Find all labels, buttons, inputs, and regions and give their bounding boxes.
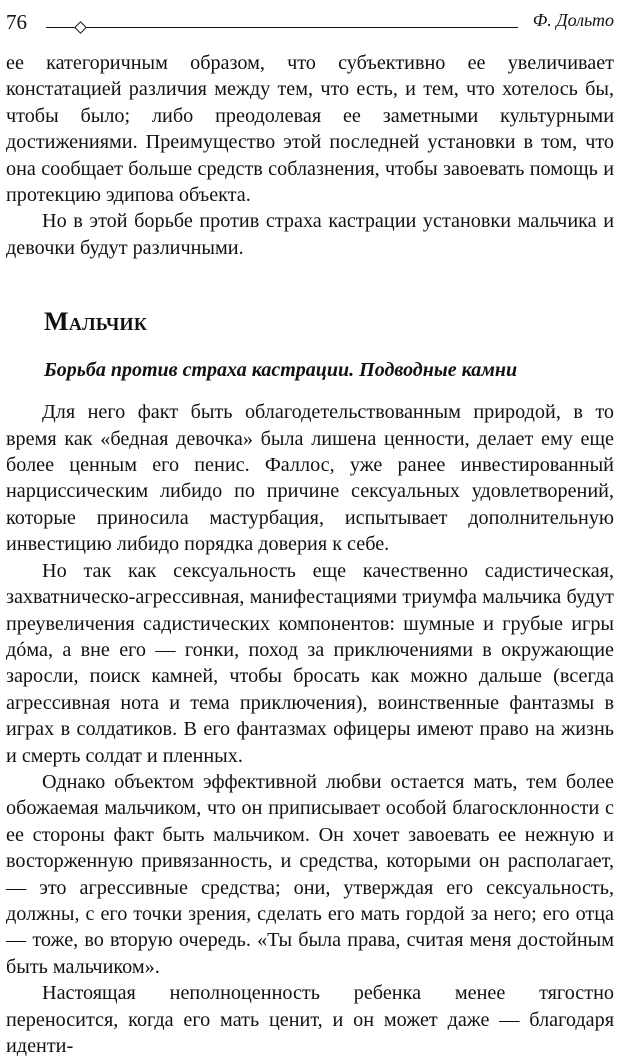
body-paragraph: Для него факт быть облагодетельствованным природой, в то время как «бедная девочка» была лишена ценности, делает ему еще более ценным его пенис. Фаллос, уже ранее инвестированный нарциссическим либидо по причине сексуальных удовлетворений, которые приносила мастурбация, испытывает дополнительную инвестицию либидо порядка доверия к себе. — [6, 401, 614, 556]
section-subheading: Борьба против страха кастрации. Подводные камни — [44, 359, 518, 382]
page-header — [6, 6, 614, 38]
header-rule — [46, 27, 518, 28]
page-number: 76 — [6, 10, 27, 34]
section-heading: Мальчик — [44, 307, 148, 337]
body-paragraph: Настоящая неполноценность ребенка менее тягостно переносится, когда его мать ценит, и он может даже — благодаря иденти- — [6, 982, 614, 1057]
running-head: Ф. Дольто — [532, 10, 614, 30]
page-body — [6, 50, 614, 1059]
body-paragraph: ее категоричным образом, что субъективно ее увеличивает констатацией различия между тем, что есть, и тем, что хотелось бы, чтобы было; либо преодолевая ее заметными культурными достижениями. Преимущество этой последней установки в том, что она сообщает больше средств соблазнения, чтобы завоевать помощь и протекцию эдипова объекта. — [6, 52, 614, 207]
diamond-ornament-icon — [74, 21, 87, 34]
body-paragraph: Но так как сексуальность еще качественно садистическая, захватническо-агрессивная, манифестациями триумфа мальчика будут преувеличения садистических компонентов: шумные и грубые игры дóма, а вне его — гонки, поход за приключениями в окружающие заросли, поиск камней, чтобы бросать как можно дальше (всегда агрессивная нота и тема приключения), воинственные фантазмы в играх в солдатиков. В его фантазмах офицеры имеют право на жизнь и смерть солдат и пленных. — [6, 559, 614, 767]
body-paragraph: Но в этой борьбе против страха кастрации установки мальчика и девочки будут различными. — [6, 210, 614, 259]
body-paragraph: Однако объектом эффективной любви остается мать, тем более обожаемая мальчиком, что он приписывает особой благосклонности с ее стороны факт быть мальчиком. Он хочет завоевать ее нежную и восторженную привязанность, и средства, которыми он располагает, — это агрессивные средства; они, утверждая его сексуальность, должны, с его точки зрения, сделать его мать гордой за него; его отца — тоже, во вторую очередь. «Ты была права, считая меня достойным быть мальчиком». — [6, 770, 614, 978]
